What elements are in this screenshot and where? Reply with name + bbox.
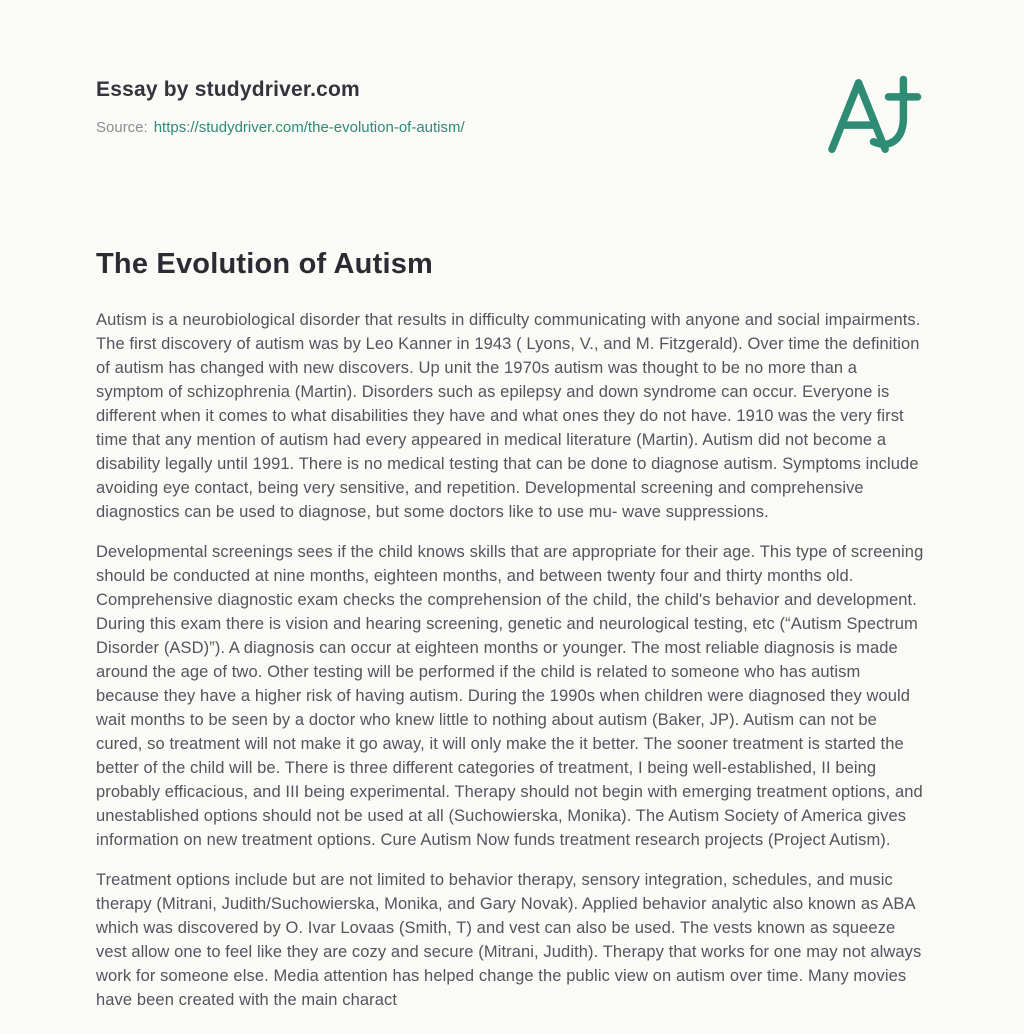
source-url-link[interactable]: https://studydriver.com/the-evolution-of-autism/ — [153, 119, 465, 136]
essay-body — [96, 248, 928, 1012]
source-label: Source: — [96, 119, 148, 136]
essay-title: The Evolution of Autism — [96, 248, 434, 280]
source-row — [96, 119, 928, 136]
essay-paragraph-2: Developmental screenings sees if the child knows skills that are appropriate for their age. This type of screening should be conducted at nine months, eighteen months, and between twenty four and thirty months old. Comprehensive diagnostic exam checks the comprehension of the child, the child's behavior and development. During this exam there is vision and hearing screening, genetic and neurological testing, etc (“Autism Spectrum Disorder (ASD)”). A diagnosis can occur at eighteen months or younger. The most reliable diagnosis is made around the age of two. Other testing will be performed if the child is related to someone who has autism because they have a higher risk of having autism. During the 1990s when children were diagnosed they would wait months to be seen by a doctor who knew little to nothing about autism (Baker, JP). Autism can not be cured, so treatment will not make it go away, it will only make the it better. The sooner treatment is started the better of the child will be. There is three different categories of treatment, I being well-established, II being probably efficacious, and III being experimental. Therapy should not begin with emerging treatment options, and unestablished options should not be used at all (Suchowierska, Monika). The Autism Society of America gives information on new treatment options. Cure Autism Now funds treatment research projects (Project Autism). — [96, 543, 924, 849]
studydriver-logo-icon — [822, 72, 930, 160]
essay-paragraph-3: Treatment options include but are not limited to behavior therapy, sensory integration, schedules, and music therapy (Mitrani, Judith/Suchowierska, Monika, and Gary Novak). Applied behavior analytic also known as ABA which was discovered by O. Ivar Lovaas (Smith, T) and vest can also be used. The vests known as squeeze vest allow one to feel like they are cozy and secure (Mitrani, Judith). Therapy that works for one may not always work for someone else. Media attention has helped change the public view on autism over time. Many movies have been created with the main charact — [96, 871, 922, 1009]
page-header — [96, 0, 928, 136]
essay-paragraph-1: Autism is a neurobiological disorder that results in difficulty communicating with anyone and social impairments. The first discovery of autism was by Leo Kanner in 1943 ( Lyons, V., and M. Fitzgerald). Over time the definition of autism has changed with new discovers. Up unit the 1970s autism was thought to be no more than a symptom of schizophrenia (Martin). Disorders such as epilepsy and down syndrome can occur. Everyone is different when it comes to what disabilities they have and what ones they do not have. 1910 was the very first time that any mention of autism had every appeared in medical literature (Martin). Autism did not become a disability legally until 1991. There is no medical testing that can be done to diagnose autism. Symptoms include avoiding eye contact, being very sensitive, and repetition. Developmental screening and comprehensive diagnostics can be used to diagnose, but some doctors like to use mu- wave suppressions. — [96, 311, 921, 521]
essay-byline: Essay by studydriver.com — [96, 78, 360, 101]
